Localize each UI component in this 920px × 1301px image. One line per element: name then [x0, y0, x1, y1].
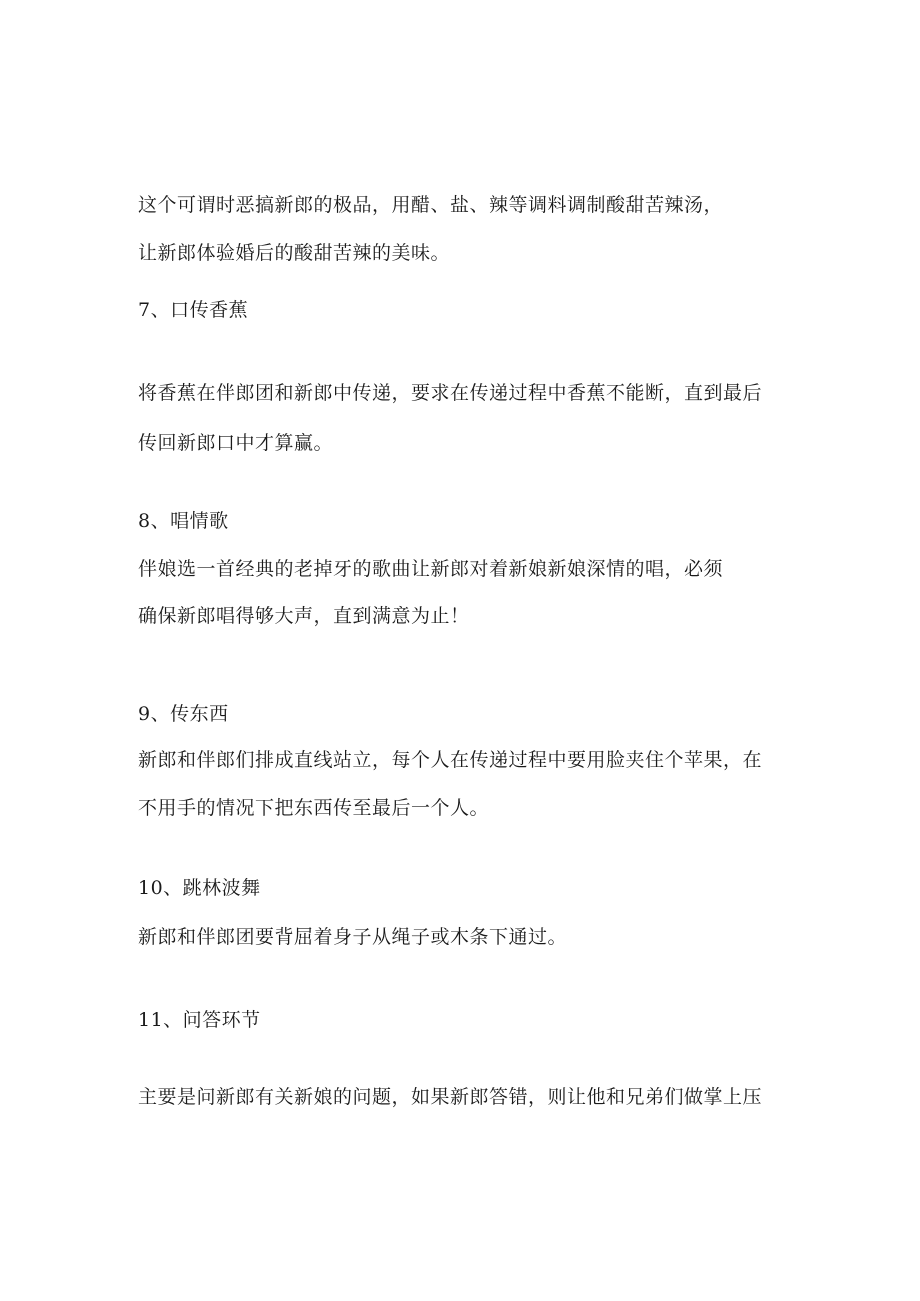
section-heading: 9、传东西: [138, 703, 229, 725]
paragraph-line: 新郎和伴郎团要背屈着身子从绳子或木条下通过。: [138, 926, 568, 948]
paragraph-line: 这个可谓时恶搞新郎的极品，用醋、盐、辣等调料调制酸甜苦辣汤，: [138, 194, 724, 216]
paragraph-line: 主要是问新郎有关新娘的问题，如果新郎答错，则让他和兄弟们做掌上压: [138, 1086, 763, 1108]
section-heading: 11、问答环节: [138, 1009, 261, 1031]
paragraph-line: 将香蕉在伴郎团和新郎中传递，要求在传递过程中香蕉不能断，直到最后: [138, 382, 763, 404]
paragraph-line: 伴娘选一首经典的老掉牙的歌曲让新郎对着新娘新娘深情的唱，必须: [138, 558, 724, 580]
section-heading: 10、跳林波舞: [138, 877, 261, 899]
paragraph-line: 确保新郎唱得够大声，直到满意为止！: [138, 605, 470, 627]
paragraph-line: 新郎和伴郎们排成直线站立，每个人在传递过程中要用脸夹住个苹果，在: [138, 749, 763, 771]
paragraph-line: 不用手的情况下把东西传至最后一个人。: [138, 797, 490, 819]
section-heading: 8、唱情歌: [138, 510, 229, 532]
section-heading: 7、口传香蕉: [138, 299, 249, 321]
paragraph-line: 传回新郎口中才算赢。: [138, 432, 334, 454]
paragraph-line: 让新郎体验婚后的酸甜苦辣的美味。: [138, 242, 451, 264]
